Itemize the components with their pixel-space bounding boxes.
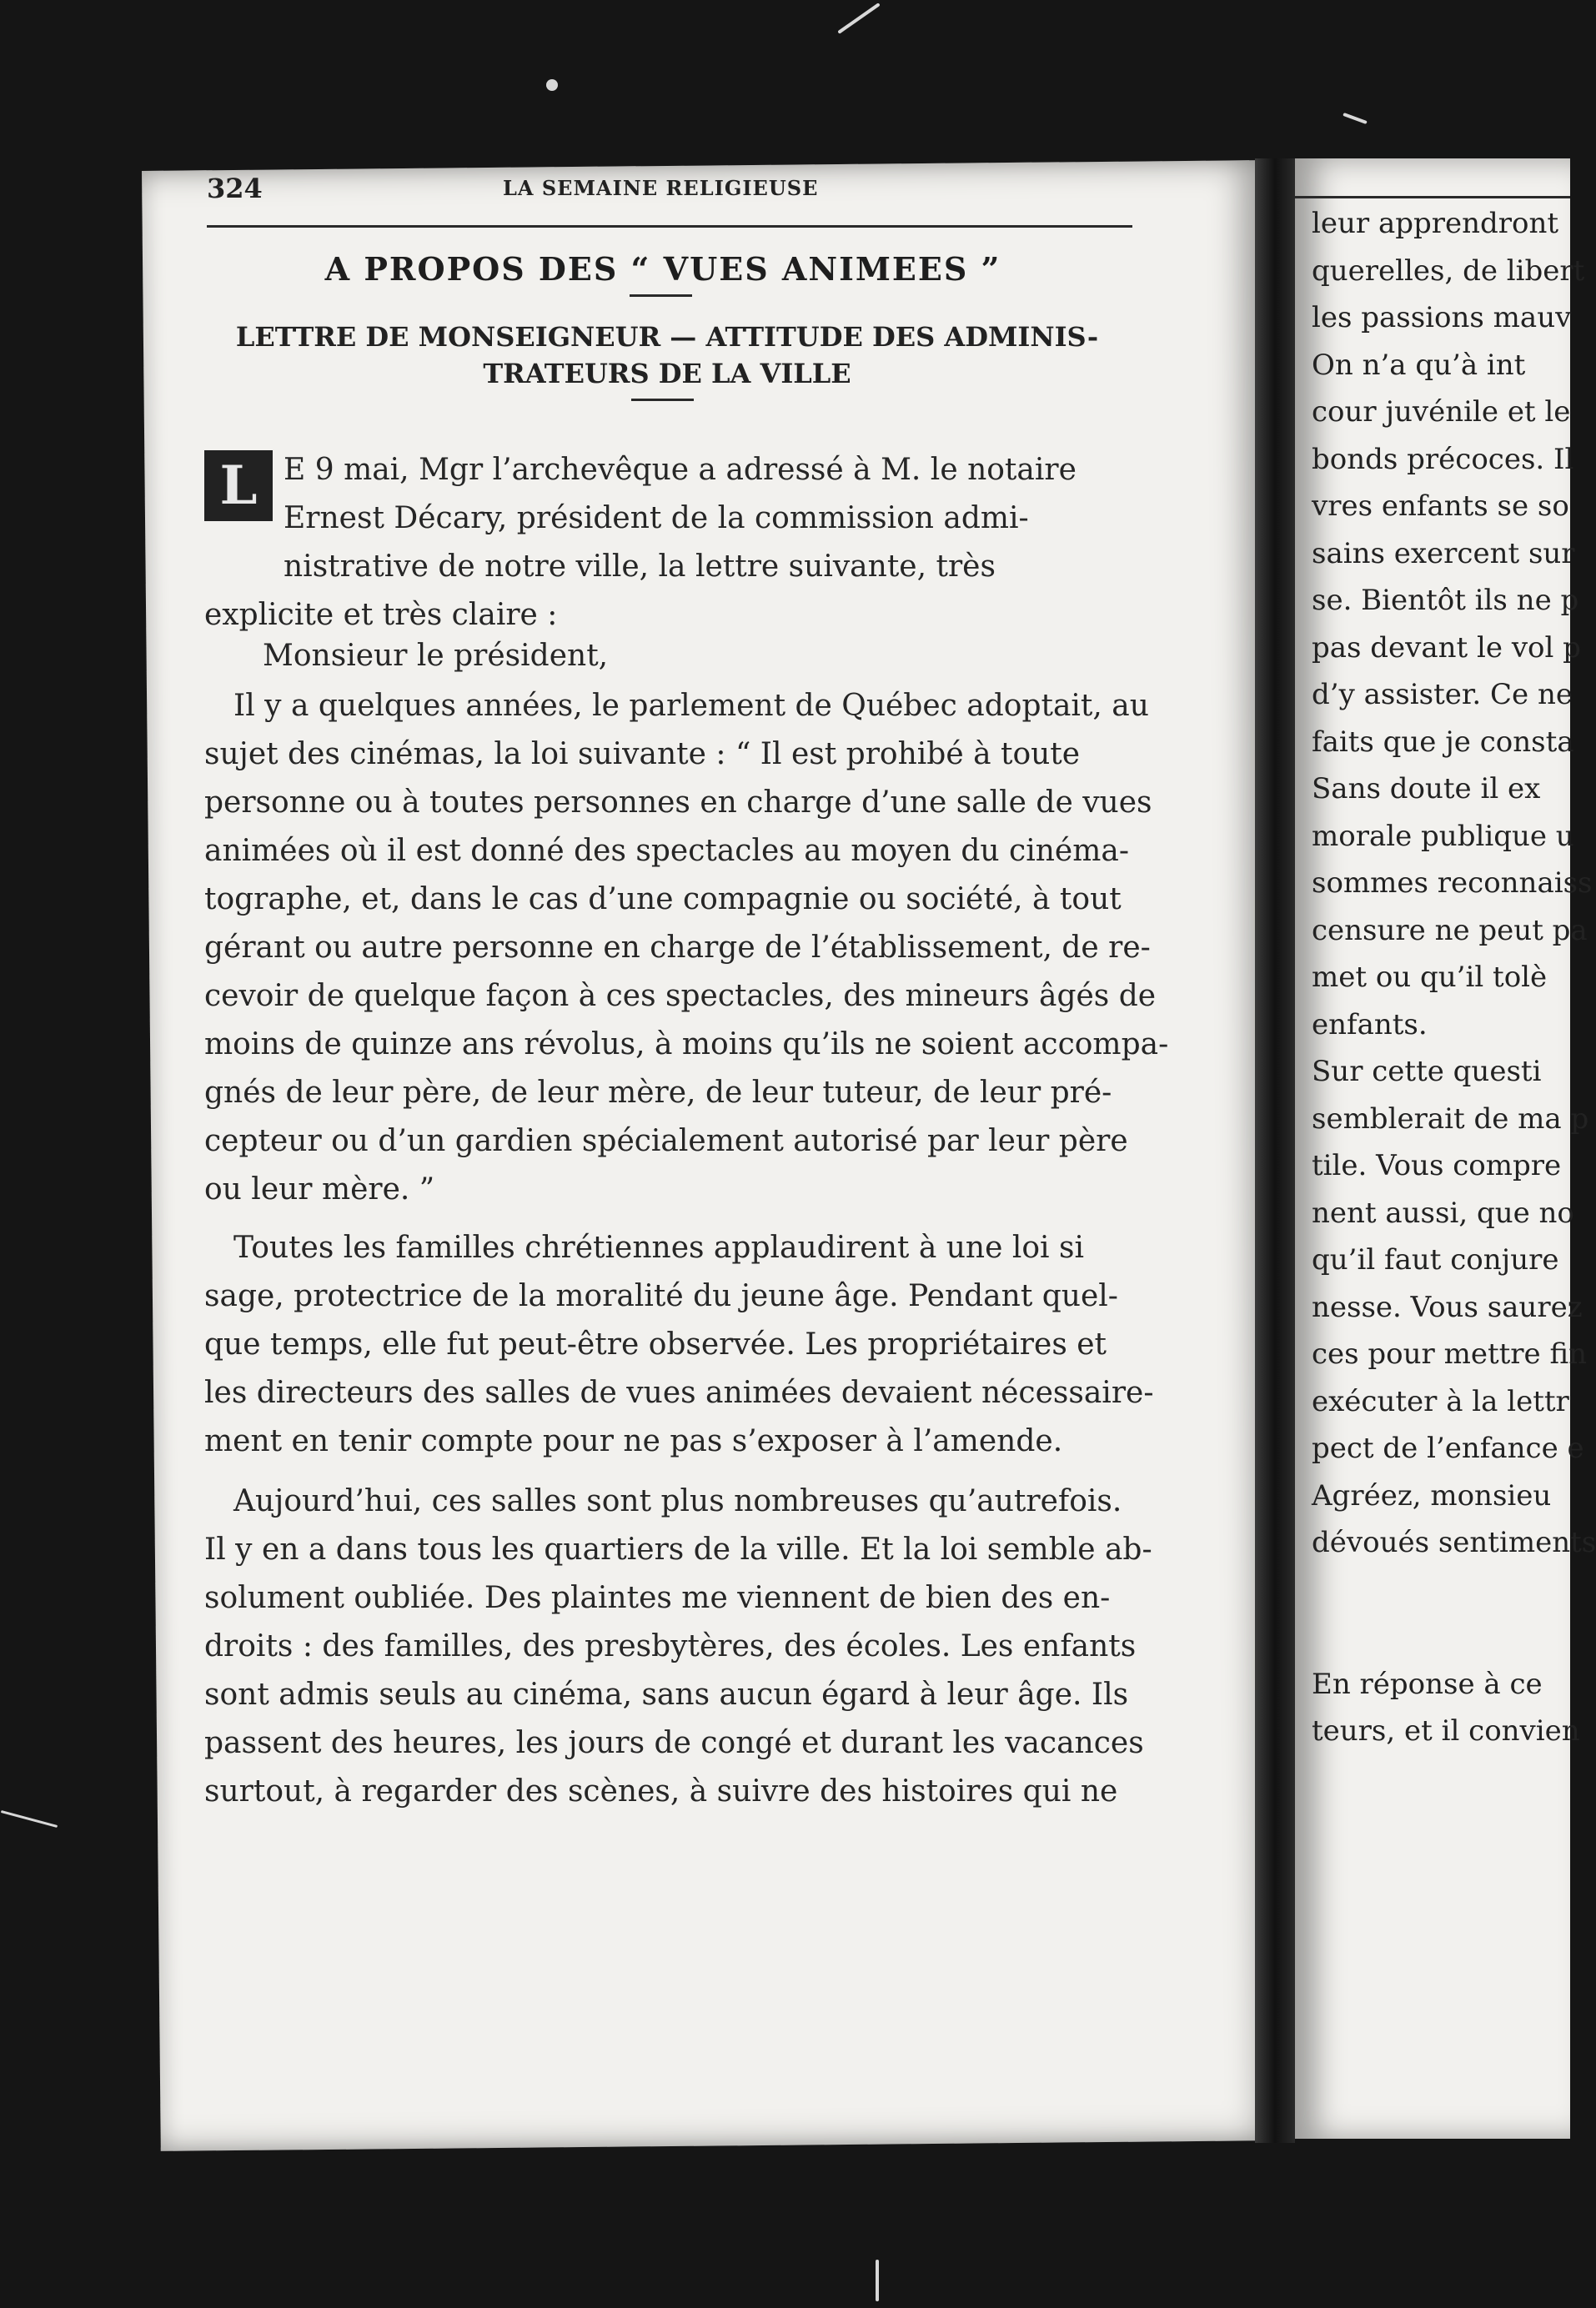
header-rule [207, 225, 1132, 228]
page-number: 324 [207, 173, 263, 204]
right-text-line: leur apprendront [1312, 207, 1559, 240]
right-text-line: vres enfants se so [1312, 489, 1569, 523]
text-line: passent des heures, les jours de congé et durant les vacances [204, 1726, 1144, 1760]
text-line: sage, protectrice de la moralité du jeune âge. Pendant quel- [204, 1279, 1118, 1313]
film-scratch [876, 2260, 879, 2301]
right-page [1295, 158, 1596, 2139]
page-header [207, 173, 1132, 214]
right-text-line [1312, 1613, 1596, 1661]
text-line: explicite et très claire : [204, 598, 558, 632]
right-text-line: tile. Vous compre [1312, 1149, 1562, 1182]
right-text-line: bonds précoces. Il [1312, 442, 1574, 476]
text-line: cevoir de quelque façon à ces spectacles, des mineurs âgés de [204, 979, 1157, 1013]
right-text-line: faits que je consta [1312, 725, 1574, 759]
text-line: animées où il est donné des spectacles au moyen du cinéma- [204, 834, 1129, 868]
right-text-line: semblerait de ma p [1312, 1101, 1589, 1136]
right-text-line: cour juvénile et le [1312, 395, 1571, 429]
intro-paragraph [204, 446, 1130, 640]
text-line: Il y a quelques années, le parlement de Québec adoptait, au [233, 689, 1149, 723]
right-text-line: enfants. [1312, 1007, 1428, 1041]
right-text-line: nesse. Vous saurez [1312, 1290, 1583, 1324]
film-scratch [1, 1810, 58, 1828]
right-text-line: morale publique u [1312, 819, 1574, 853]
paragraph-2 [204, 1224, 1154, 1466]
text-line: que temps, elle fut peut-être observée. Les propriétaires et [204, 1327, 1107, 1362]
text-line: Aujourd’hui, ces salles sont plus nombreuses qu’autrefois. [233, 1484, 1122, 1518]
film-scratch [546, 79, 558, 91]
film-scratch [1343, 113, 1368, 124]
text-line: Ernest Décary, président de la commission admi- [284, 501, 1029, 535]
right-header-rule [1295, 196, 1570, 198]
title-rule [630, 294, 692, 297]
text-line: cepteur ou d’un gardien spécialement autorisé par leur père [204, 1124, 1128, 1158]
right-text-line: On n’a qu’à int [1312, 348, 1526, 382]
text-line: sont admis seuls au cinéma, sans aucun égard à leur âge. Ils [204, 1678, 1129, 1712]
subtitle-line: TRATEURS DE LA VILLE [483, 358, 851, 389]
right-text-line: qu’il faut conjure [1312, 1243, 1559, 1277]
text-line: Il y en a dans tous les quartiers de la ville. Et la loi semble ab- [204, 1533, 1152, 1567]
salutation [263, 632, 1188, 680]
book-gutter [1255, 158, 1295, 2143]
right-text-line: querelles, de libert [1312, 253, 1585, 288]
right-text-line [1312, 1567, 1596, 1614]
right-text-line: censure ne peut pa [1312, 913, 1588, 947]
right-text-line: sains exercent sur [1312, 536, 1575, 570]
text-line: solument oubliée. Des plaintes me viennent de bien des en- [204, 1581, 1111, 1615]
text-line: moins de quinze ans révolus, à moins qu’ils ne soient accompa- [204, 1027, 1169, 1061]
right-text-line: Sans doute il ex [1312, 772, 1541, 805]
running-title: LA SEMAINE RELIGIEUSE [503, 176, 819, 200]
text-line: E 9 mai, Mgr l’archevêque a adressé à M. le notaire [284, 453, 1077, 487]
text-line: personne ou à toutes personnes en charge d’une salle de vues [204, 785, 1152, 820]
right-page-text [1312, 200, 1596, 1755]
right-text-line: En réponse à ce [1312, 1667, 1543, 1701]
text-line: gnés de leur père, de leur mère, de leur tuteur, de leur pré- [204, 1076, 1112, 1110]
right-text-line: d’y assister. Ce ne [1312, 678, 1573, 711]
film-scratch [837, 3, 880, 34]
right-text-line: teurs, et il convien [1312, 1714, 1580, 1748]
text-line: gérant ou autre personne en charge de l’établissement, de re- [204, 931, 1151, 965]
right-text-line: dévoués sentiments [1312, 1526, 1596, 1559]
text-line: tographe, et, dans le cas d’une compagnie ou société, à tout [204, 882, 1122, 916]
text-line: nistrative de notre ville, la lettre suivante, très [284, 549, 996, 584]
right-text-line: met ou qu’il tolè [1312, 961, 1548, 994]
dropcap-letter: L [219, 454, 258, 517]
text-line: ment en tenir compte pour ne pas s’exposer à l’amende. [204, 1424, 1063, 1458]
text-line: les directeurs des salles de vues animées devaient nécessaire- [204, 1376, 1154, 1410]
right-text-line: nent aussi, que no [1312, 1196, 1574, 1230]
right-text-line: ces pour mettre fin [1312, 1337, 1588, 1371]
right-text-line: Agréez, monsieu [1312, 1478, 1552, 1513]
right-text-line: se. Bientôt ils ne p [1312, 584, 1579, 617]
subtitle-rule [631, 399, 694, 401]
article-subtitle [196, 319, 1138, 392]
salutation-text: Monsieur le président, [263, 639, 609, 673]
paragraph-3 [204, 1478, 1152, 1816]
right-text-line: Sur cette questi [1312, 1055, 1542, 1088]
text-line: ou leur mère. ” [204, 1172, 435, 1207]
text-line: surtout, à regarder des scènes, à suivre des histoires qui ne [204, 1774, 1118, 1809]
right-text-line: pas devant le vol p [1312, 630, 1581, 665]
subtitle-line: LETTRE DE MONSEIGNEUR — ATTITUDE DES ADMINIS- [235, 321, 1099, 353]
right-text-line: pect de l’enfance e [1312, 1432, 1584, 1465]
paragraph-1 [204, 682, 1169, 1214]
right-text-line: exécuter à la lettr [1312, 1384, 1569, 1418]
text-line: Toutes les familles chrétiennes applaudirent à une loi si [233, 1231, 1084, 1265]
text-line: sujet des cinémas, la loi suivante : “ Il est prohibé à toute [204, 737, 1081, 771]
text-line: droits : des familles, des presbytères, des écoles. Les enfants [204, 1629, 1137, 1663]
right-text-line: sommes reconnaiss [1312, 866, 1593, 900]
right-text-line: les passions mauv [1312, 301, 1572, 334]
article-title: A PROPOS DES “ VUES ANIMEES ” [324, 250, 1001, 288]
